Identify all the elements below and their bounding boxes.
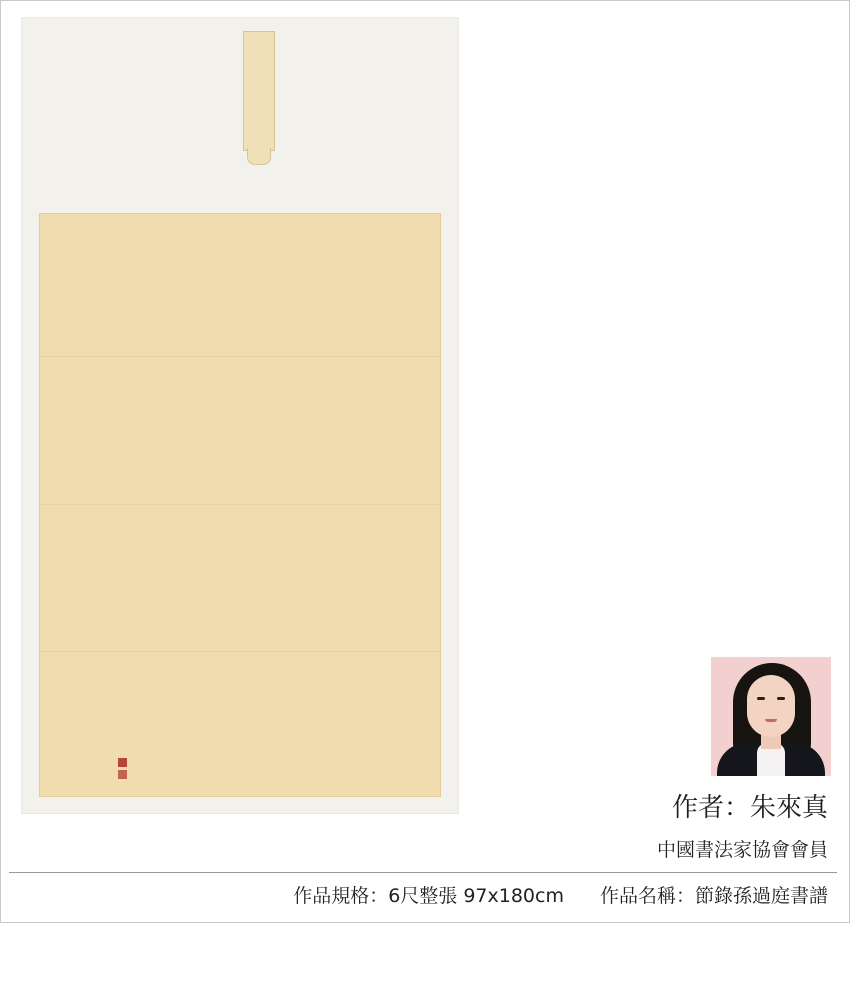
- calligraphy-scroll-image: [21, 17, 459, 814]
- portrait-mouth: [765, 719, 777, 722]
- red-seal-icon: [118, 770, 127, 779]
- calligraphy-text: [50, 222, 430, 792]
- title-slip-tab: [247, 148, 271, 165]
- portrait-eye: [777, 697, 785, 700]
- red-seal-icon: [118, 758, 127, 767]
- artist-portrait: [711, 657, 831, 776]
- portrait-face: [747, 675, 795, 737]
- divider-line: [9, 872, 837, 873]
- artist-membership: 中國書法家協會會員: [656, 839, 828, 861]
- calligraphy-panel: [39, 213, 441, 797]
- title-slip-text: [250, 37, 266, 137]
- author-name: 作者：朱來真: [671, 792, 828, 822]
- artwork-size: 作品規格：6尺整張 97x180cm: [293, 885, 564, 907]
- portrait-eye: [757, 697, 765, 700]
- artwork-title: 作品名稱：節錄孫過庭書譜: [599, 885, 828, 907]
- artwork-specs: [293, 881, 828, 908]
